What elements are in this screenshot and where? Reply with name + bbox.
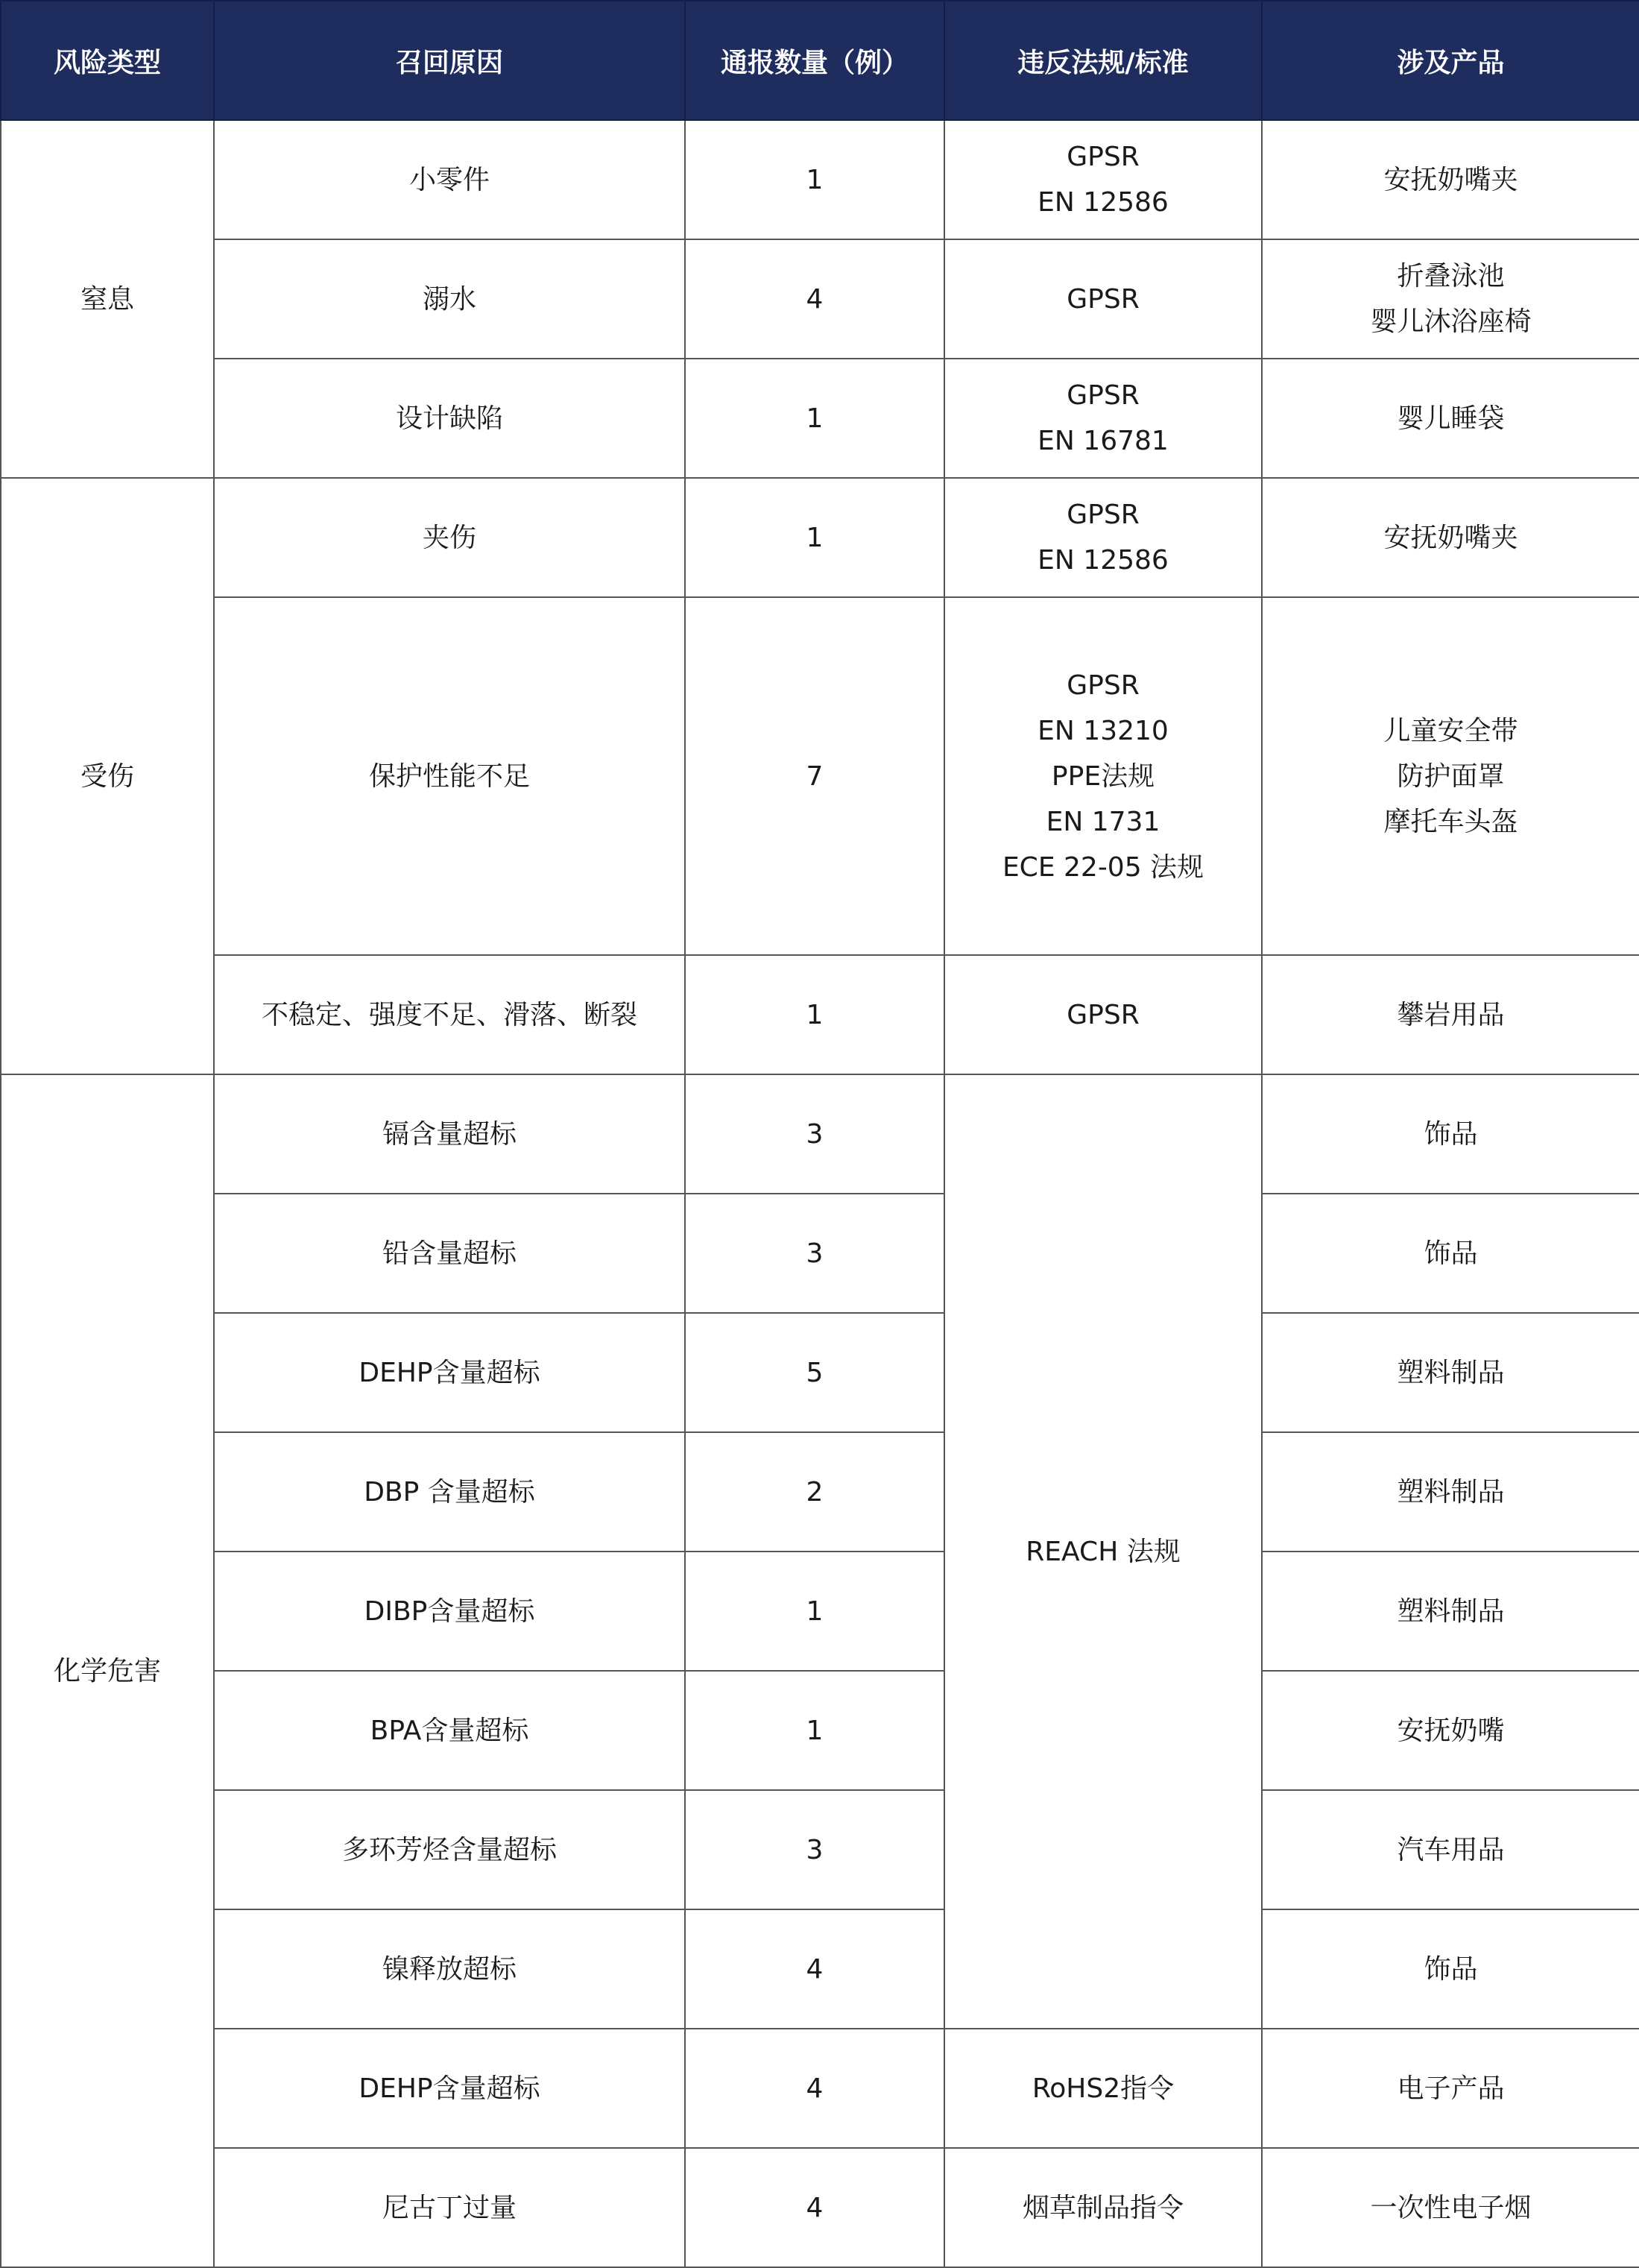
table-row <box>1 120 1639 239</box>
header-regulation: 违反法规/标准 <box>944 1 1262 120</box>
reason-cell: 夹伤 <box>214 478 685 597</box>
product-cell: 汽车用品 <box>1262 1790 1639 1909</box>
product-line: 折叠泳池 <box>1397 261 1505 292</box>
header-count: 通报数量（例） <box>685 1 944 120</box>
product-cell <box>1262 120 1639 239</box>
table-header <box>1 1 1639 120</box>
regulation-line: GPSR <box>1067 670 1140 701</box>
reason-cell: 铅含量超标 <box>214 1194 685 1313</box>
regulation-cell <box>944 359 1262 478</box>
count-cell: 4 <box>685 239 944 359</box>
product-cell <box>1262 597 1639 955</box>
count-cell: 1 <box>685 120 944 239</box>
table-row <box>1 2148 1639 2267</box>
product-cell: 饰品 <box>1262 1074 1639 1194</box>
product-cell: 安抚奶嘴 <box>1262 1671 1639 1790</box>
reason-cell: DBP 含量超标 <box>214 1432 685 1552</box>
table-row <box>1 1671 1639 1790</box>
product-line: 摩托车头盔 <box>1383 806 1518 837</box>
regulation-cell <box>944 955 1262 1074</box>
count-cell: 4 <box>685 2029 944 2148</box>
count-cell: 1 <box>685 955 944 1074</box>
table-row <box>1 1790 1639 1909</box>
count-cell: 5 <box>685 1313 944 1432</box>
risk-type-cell: 化学危害 <box>1 1074 214 2267</box>
count-cell: 3 <box>685 1074 944 1194</box>
product-cell: 饰品 <box>1262 1909 1639 2029</box>
count-cell: 2 <box>685 1432 944 1552</box>
table-row <box>1 478 1639 597</box>
table-body <box>1 120 1639 2267</box>
product-cell: 电子产品 <box>1262 2029 1639 2148</box>
regulation-line: EN 12586 <box>1038 187 1169 218</box>
product-cell: 饰品 <box>1262 1194 1639 1313</box>
regulation-cell <box>944 597 1262 955</box>
regulation-line: GPSR <box>1067 142 1140 172</box>
count-cell: 1 <box>685 1671 944 1790</box>
reason-cell: 尼古丁过量 <box>214 2148 685 2267</box>
table-row <box>1 1909 1639 2029</box>
reason-cell: DIBP含量超标 <box>214 1552 685 1671</box>
regulation-cell: RoHS2指令 <box>944 2029 1262 2148</box>
reason-cell: 镍释放超标 <box>214 1909 685 2029</box>
reason-cell: 小零件 <box>214 120 685 239</box>
table-row <box>1 1313 1639 1432</box>
product-line: 安抚奶嘴夹 <box>1383 164 1518 195</box>
table-row <box>1 1432 1639 1552</box>
regulation-line: EN 13210 <box>1038 715 1169 746</box>
risk-type-cell: 受伤 <box>1 478 214 1074</box>
table-row <box>1 359 1639 478</box>
header-risk-type: 风险类型 <box>1 1 214 120</box>
regulation-line: GPSR <box>1067 500 1140 530</box>
product-line: 婴儿睡袋 <box>1397 403 1505 434</box>
header-product: 涉及产品 <box>1262 1 1639 120</box>
regulation-line: GPSR <box>1067 999 1140 1030</box>
table-row <box>1 1074 1639 1194</box>
reason-cell: 多环芳烃含量超标 <box>214 1790 685 1909</box>
regulation-line: GPSR <box>1067 380 1140 411</box>
product-line: 攀岩用品 <box>1397 999 1505 1030</box>
product-cell: 塑料制品 <box>1262 1313 1639 1432</box>
table-row <box>1 1194 1639 1313</box>
product-cell: 塑料制品 <box>1262 1552 1639 1671</box>
product-line: 儿童安全带 <box>1383 715 1518 746</box>
product-line: 安抚奶嘴夹 <box>1383 522 1518 553</box>
product-cell <box>1262 239 1639 359</box>
regulation-cell <box>944 239 1262 359</box>
header-reason: 召回原因 <box>214 1 685 120</box>
table-row <box>1 2029 1639 2148</box>
count-cell: 4 <box>685 1909 944 2029</box>
count-cell: 1 <box>685 1552 944 1671</box>
reason-cell: DEHP含量超标 <box>214 2029 685 2148</box>
count-cell: 3 <box>685 1790 944 1909</box>
reason-cell: DEHP含量超标 <box>214 1313 685 1432</box>
count-cell: 4 <box>685 2148 944 2267</box>
regulation-cell <box>944 120 1262 239</box>
regulation-cell: 烟草制品指令 <box>944 2148 1262 2267</box>
table-row <box>1 1552 1639 1671</box>
table-row <box>1 955 1639 1074</box>
product-line: 防护面罩 <box>1397 760 1505 792</box>
product-cell <box>1262 359 1639 478</box>
count-cell: 1 <box>685 359 944 478</box>
product-line: 婴儿沐浴座椅 <box>1370 306 1532 337</box>
product-cell: 塑料制品 <box>1262 1432 1639 1552</box>
regulation-line: EN 12586 <box>1038 545 1169 576</box>
regulation-cell <box>944 478 1262 597</box>
product-cell: 一次性电子烟 <box>1262 2148 1639 2267</box>
regulation-line: GPSR <box>1067 283 1140 315</box>
reason-cell: 不稳定、强度不足、滑落、断裂 <box>214 955 685 1074</box>
regulation-line: EN 16781 <box>1038 426 1169 456</box>
regulation-line: ECE 22-05 法规 <box>1002 851 1204 883</box>
table-row <box>1 239 1639 359</box>
count-cell: 1 <box>685 478 944 597</box>
header-row <box>1 1 1639 120</box>
product-cell <box>1262 955 1639 1074</box>
regulation-line: EN 1731 <box>1046 806 1160 837</box>
reason-cell: 镉含量超标 <box>214 1074 685 1194</box>
regulation-cell-shared: REACH 法规 <box>944 1074 1262 2029</box>
reason-cell: BPA含量超标 <box>214 1671 685 1790</box>
regulation-line: PPE法规 <box>1051 760 1155 792</box>
reason-cell: 溺水 <box>214 239 685 359</box>
table-row <box>1 597 1639 955</box>
reason-cell: 保护性能不足 <box>214 597 685 955</box>
product-cell <box>1262 478 1639 597</box>
count-cell: 3 <box>685 1194 944 1313</box>
count-cell: 7 <box>685 597 944 955</box>
reason-cell: 设计缺陷 <box>214 359 685 478</box>
risk-type-cell: 窒息 <box>1 120 214 478</box>
